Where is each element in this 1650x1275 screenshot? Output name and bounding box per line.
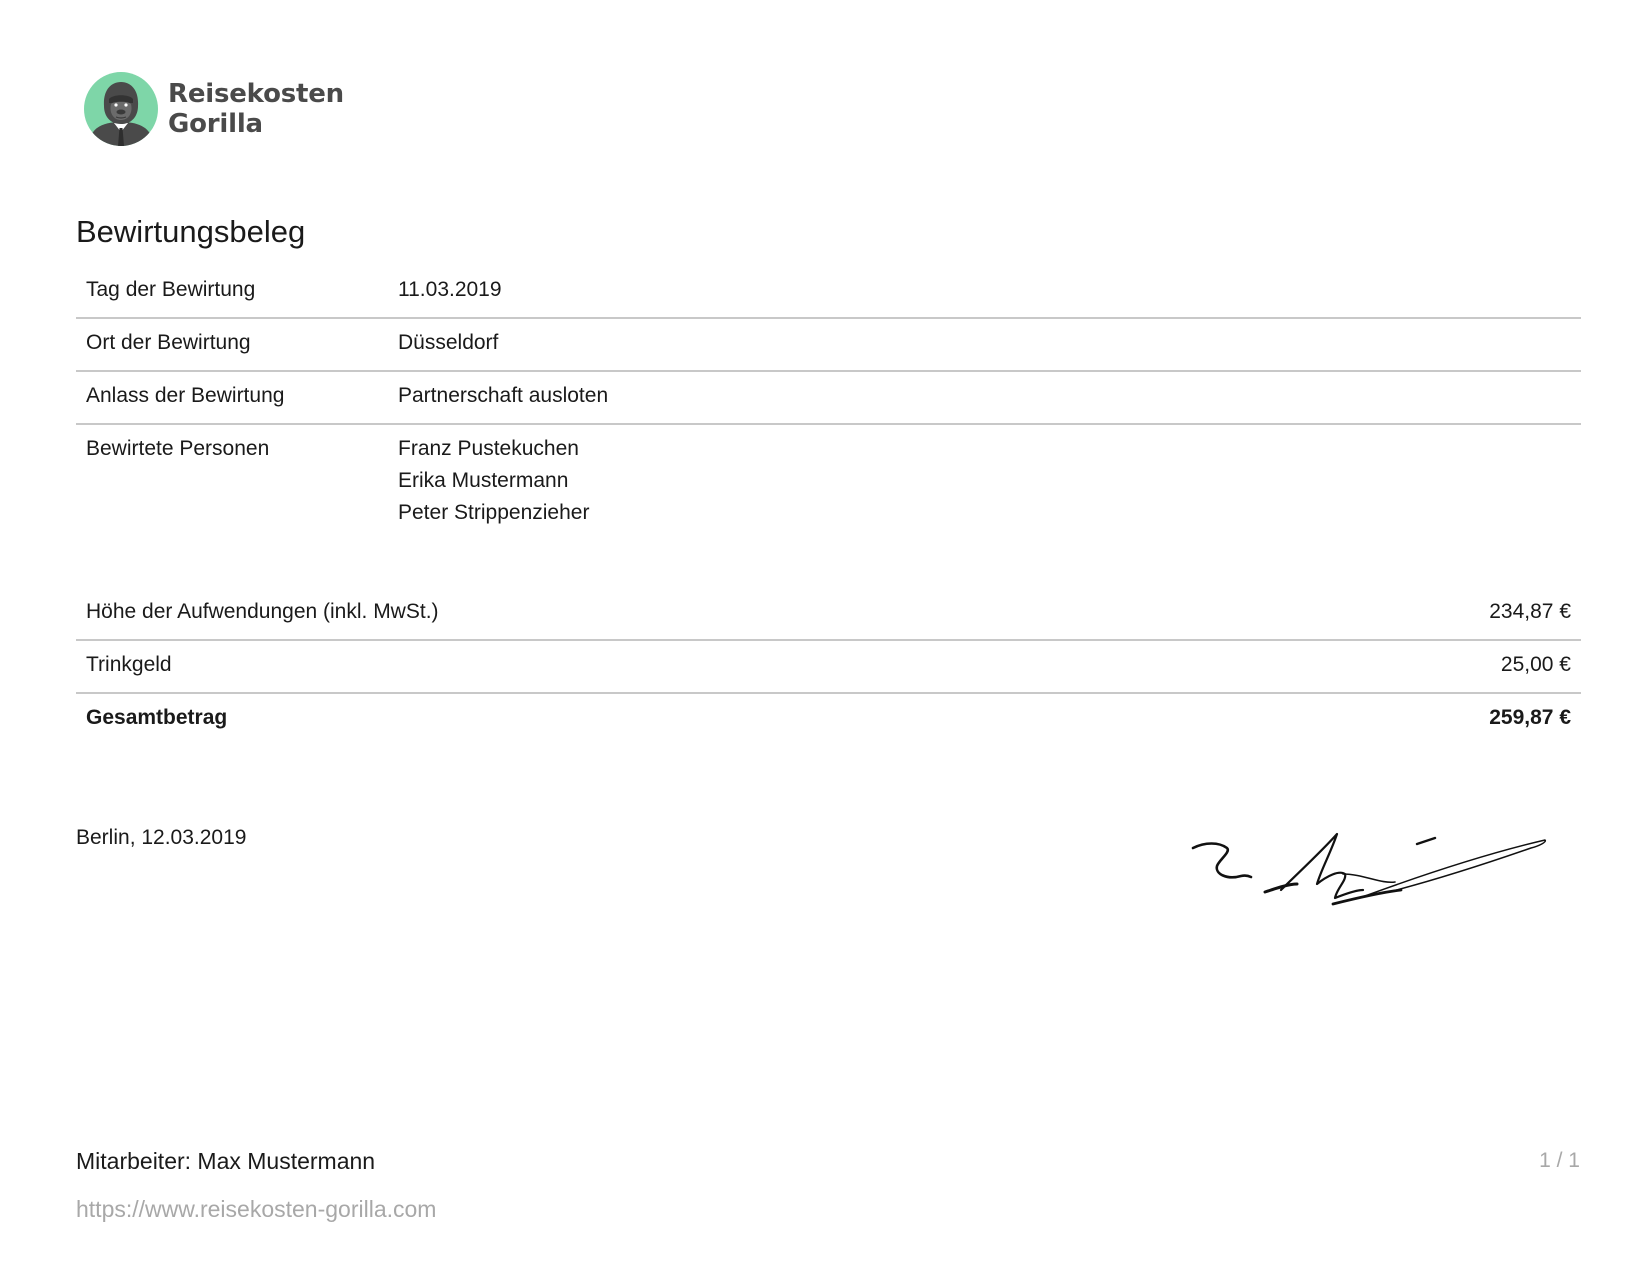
occasion-row	[76, 372, 1581, 425]
occasion-value: Partnerschaft ausloten	[398, 384, 609, 407]
expenses-label: Höhe der Aufwendungen (inkl. MwSt.)	[86, 600, 439, 623]
occasion-label: Anlass der Bewirtung	[86, 384, 285, 407]
date-value: 11.03.2019	[398, 278, 502, 301]
logo-text-line2: Gorilla	[168, 109, 263, 139]
signature	[1185, 826, 1575, 916]
document-title: Bewirtungsbeleg	[76, 214, 306, 249]
guests-label: Bewirtete Personen	[86, 437, 270, 460]
place-and-date: Berlin, 12.03.2019	[76, 826, 247, 849]
expenses-value: 234,87 €	[1489, 600, 1571, 623]
page-number: 1 / 1	[1539, 1149, 1580, 1172]
company-logo	[84, 72, 344, 146]
details-table	[76, 266, 1581, 540]
guests-list	[398, 433, 1581, 529]
place-row	[76, 319, 1581, 372]
guests-row	[76, 425, 1581, 540]
tip-label: Trinkgeld	[86, 653, 172, 676]
website-link[interactable]: https://www.reisekosten-gorilla.com	[76, 1196, 437, 1222]
date-row	[76, 266, 1581, 319]
amounts-table	[76, 588, 1581, 745]
tip-value: 25,00 €	[1500, 653, 1571, 676]
total-label: Gesamtbetrag	[86, 706, 228, 729]
guest-name: Erika Mustermann	[398, 469, 569, 492]
place-label: Ort der Bewirtung	[86, 331, 251, 354]
total-value: 259,87 €	[1489, 706, 1571, 729]
gorilla-logo-icon	[84, 72, 158, 146]
total-row	[76, 694, 1581, 745]
expenses-row	[76, 588, 1581, 641]
logo-wordmark	[168, 79, 344, 139]
date-label: Tag der Bewirtung	[86, 278, 256, 301]
guest-name: Peter Strippenzieher	[398, 501, 590, 524]
tip-row	[76, 641, 1581, 694]
guest-name: Franz Pustekuchen	[398, 437, 579, 460]
employee-name: Mitarbeiter: Max Mustermann	[76, 1148, 376, 1174]
logo-text-line1: Reisekosten	[168, 79, 344, 109]
place-value: Düsseldorf	[398, 331, 499, 354]
